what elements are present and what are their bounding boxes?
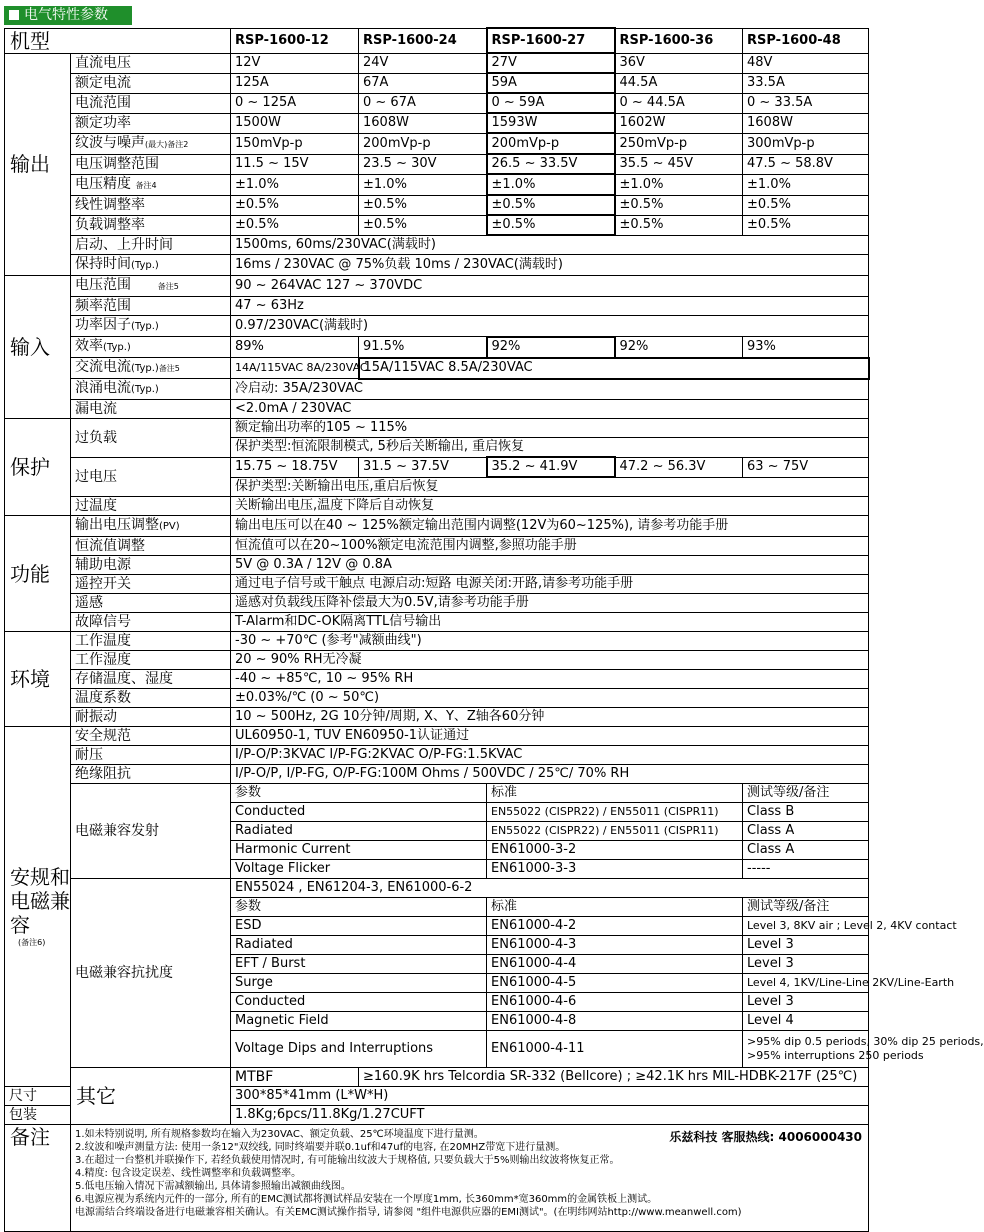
vtol-note: 备注4 (135, 180, 157, 190)
inrush-tag: (Typ.) (131, 384, 159, 395)
label-rated-power: 额定功率 (71, 113, 231, 133)
cell: ±0.5% (743, 215, 869, 235)
cell: ±0.5% (359, 195, 487, 215)
cell: 1593W (487, 113, 615, 133)
cell: 15.75 ~ 18.75V (231, 457, 359, 477)
label-ac (71, 358, 231, 379)
cell: EN61000-4-11 (487, 1031, 743, 1068)
cell: 31.5 ~ 37.5V (359, 457, 487, 477)
cell: 200mVp-p (487, 133, 615, 154)
hotline: 乐兹科技 客服热线: 4006000430 (669, 1130, 862, 1144)
section-other: 其它 (71, 1068, 231, 1125)
section-function: 功能 (5, 516, 71, 632)
cell: EN55022 (CISPR22) / EN55011 (CISPR11) (487, 822, 743, 841)
cell: ±0.5% (231, 195, 359, 215)
inrush-label: 浪涌电流 (75, 380, 131, 396)
label-vadj: 电压调整范围 (71, 154, 231, 174)
cell: EN55024 , EN61204-3, EN61000-6-2 (231, 879, 869, 898)
dips-line-1: >95% dip 0.5 periods, 30% dip 25 periods, (747, 1035, 984, 1048)
cell: ±0.5% (743, 195, 869, 215)
ripple-tag: (最大) (145, 139, 168, 149)
cell: Class B (743, 803, 869, 822)
cell: 91.5% (359, 337, 487, 358)
cell: 1500ms, 60ms/230VAC(满载时) (231, 235, 869, 255)
label-temp: 工作温度 (71, 632, 231, 651)
cell: EN61000-4-2 (487, 917, 743, 936)
cell: EN61000-3-2 (487, 841, 743, 860)
label-load-reg: 负载调整率 (71, 215, 231, 235)
cell: 1608W (359, 113, 487, 133)
emc-hdr: 参数 (231, 898, 487, 917)
cell: 27V (487, 53, 615, 73)
cell: ±0.5% (487, 195, 615, 215)
label-ems: 电磁兼容抗扰度 (71, 879, 231, 1068)
cell: EN61000-4-8 (487, 1012, 743, 1031)
cell: 92% (487, 337, 615, 358)
safety-title: 安规和电磁兼容 (10, 864, 70, 937)
ripple-label: 纹波与噪声 (75, 134, 145, 151)
cell: 16ms / 230VAC @ 75%负载 10ms / 230VAC(满载时) (231, 255, 869, 276)
vrange-label: 电压范围 (75, 277, 131, 293)
cell: ±1.0% (359, 174, 487, 195)
cell: 10 ~ 500Hz, 2G 10分钟/周期, X、Y、Z轴各60分钟 (231, 708, 869, 727)
pf-label: 功率因子 (75, 317, 131, 333)
ac-label: 交流电流 (75, 359, 131, 375)
cell: ±0.5% (231, 215, 359, 235)
cell: 保护类型:恒流限制模式, 5秒后关断输出, 重启恢复 (231, 438, 869, 458)
cell: 23.5 ~ 30V (359, 154, 487, 174)
cell: ±0.03%/℃ (0 ~ 50℃) (231, 689, 869, 708)
cell: 关断输出电压,温度下降后自动恢复 (231, 497, 869, 516)
cell: Surge (231, 974, 487, 993)
model-36: RSP-1600-36 (615, 28, 743, 53)
dips-line-2: >95% interruptions 250 periods (747, 1049, 924, 1062)
cell: 14A/115VAC 8A/230VAC (231, 358, 359, 379)
emc-hdr: 标准 (487, 898, 743, 917)
label-aux: 辅助电源 (71, 556, 231, 575)
cell: 恒流值可以在20~100%额定电流范围内调整,参照功能手册 (231, 537, 869, 556)
label-wv: 耐压 (71, 746, 231, 765)
section-env: 环境 (5, 632, 71, 727)
label-rs: 遥感 (71, 594, 231, 613)
cell: 36V (615, 53, 743, 73)
label-leak: 漏电流 (71, 400, 231, 419)
cell: EN61000-4-6 (487, 993, 743, 1012)
hold-tag: (Typ.) (131, 260, 159, 271)
cell: 0 ~ 59A (487, 93, 615, 113)
safety-note: (备注6) (18, 937, 46, 947)
eff-label: 效率 (75, 338, 103, 354)
section-header-title: 电气特性参数 (24, 7, 108, 23)
model-label: 机型 (5, 28, 231, 53)
label-eff (71, 337, 231, 358)
cell: 300*85*41mm (L*W*H) (231, 1087, 869, 1106)
cell: Radiated (231, 936, 487, 955)
cell: 12V (231, 53, 359, 73)
pf-tag: (Typ.) (131, 321, 159, 332)
cell (743, 1031, 984, 1068)
cell: Conducted (231, 993, 487, 1012)
eff-tag: (Typ.) (103, 342, 131, 353)
cell: EFT / Burst (231, 955, 487, 974)
label-line-reg: 线性调整率 (71, 195, 231, 215)
note-line: 6.电源应视为系统内元件的一部分, 所有的EMC测试都将测试样品安装在一个厚度1mm, 长360mm*宽360mm的金属铁板上测试。 (75, 1194, 658, 1205)
ripple-note: 备注2 (167, 139, 189, 149)
cell: Level 3 (743, 955, 869, 974)
cell: -40 ~ +85℃, 10 ~ 95% RH (231, 670, 869, 689)
cell: I/P-O/P:3KVAC I/P-FG:2KVAC O/P-FG:1.5KVAC (231, 746, 869, 765)
cell: 26.5 ~ 33.5V (487, 154, 615, 174)
label-pack: 包装 (5, 1106, 71, 1125)
label-vib: 耐振动 (71, 708, 231, 727)
cell: 15A/115VAC 8.5A/230VAC (359, 358, 869, 379)
cell: ±0.5% (615, 195, 743, 215)
cell: 遥感对负载线压降补偿最大为0.5V,请参考功能手册 (231, 594, 869, 613)
cell: 20 ~ 90% RH无冷凝 (231, 651, 869, 670)
vrange-note: 备注5 (157, 282, 179, 291)
note-line: 2.纹波和噪声测量方法: 使用一条12"双绞线, 同时终端要并联0.1uf和47uf的电容, 在20MHZ带宽下进行量测。 (75, 1142, 566, 1153)
cell: T-Alarm和DC-OK隔离TTL信号输出 (231, 613, 869, 632)
cell: 47.5 ~ 58.8V (743, 154, 869, 174)
model-48: RSP-1600-48 (743, 28, 869, 53)
vtol-label: 电压精度 (75, 175, 131, 192)
cell: 92% (615, 337, 743, 358)
cell: 1.8Kg;6pcs/11.8Kg/1.27CUFT (231, 1106, 869, 1125)
label-alarm: 故障信号 (71, 613, 231, 632)
label-rated-current: 额定电流 (71, 73, 231, 93)
cell: 67A (359, 73, 487, 93)
cell: 5V @ 0.3A / 12V @ 0.8A (231, 556, 869, 575)
cell: UL60950-1, TUV EN60950-1认证通过 (231, 727, 869, 746)
cell: 47 ~ 63Hz (231, 297, 869, 316)
cell: 1608W (743, 113, 869, 133)
label-freq: 频率范围 (71, 297, 231, 316)
cell: 90 ~ 264VAC 127 ~ 370VDC (231, 276, 869, 297)
cell: 47.2 ~ 56.3V (615, 457, 743, 477)
cell: 冷启动: 35A/230VAC (231, 379, 869, 400)
label-tc: 温度系数 (71, 689, 231, 708)
label-vtol (71, 174, 231, 195)
note-line: 1.如未特别说明, 所有规格参数均在输入为230VAC、额定负载、25℃环境温度下进行量测。 (75, 1129, 484, 1140)
ac-tag: (Typ.) (131, 363, 159, 374)
label-ot: 过温度 (71, 497, 231, 516)
label-pc: 恒流值调整 (71, 537, 231, 556)
label-mtbf: MTBF (231, 1068, 359, 1087)
cell: 93% (743, 337, 869, 358)
notes-cell (71, 1125, 869, 1232)
cell: 33.5A (743, 73, 869, 93)
cell: 0 ~ 44.5A (615, 93, 743, 113)
pv-tag: (PV) (159, 521, 180, 532)
emc-hdr: 测试等级/备注 (743, 784, 869, 803)
emc-hdr: 标准 (487, 784, 743, 803)
label-rc: 遥控开关 (71, 575, 231, 594)
cell: Level 4 (743, 1012, 869, 1031)
pv-label: 输出电压调整 (75, 517, 159, 533)
label-storage: 存储温度、湿度 (71, 670, 231, 689)
label-ol: 过负载 (71, 419, 231, 458)
cell: ±0.5% (615, 215, 743, 235)
cell: 通过电子信号或干触点 电源启动:短路 电源关闭:开路,请参考功能手册 (231, 575, 869, 594)
cell: 89% (231, 337, 359, 358)
cell: 150mVp-p (231, 133, 359, 154)
cell: EN61000-4-5 (487, 974, 743, 993)
cell: ESD (231, 917, 487, 936)
label-emi: 电磁兼容发射 (71, 784, 231, 879)
cell: 300mVp-p (743, 133, 869, 154)
model-12: RSP-1600-12 (231, 28, 359, 53)
cell: EN61000-3-3 (487, 860, 743, 879)
note-line: 电源需结合终端设备进行电磁兼容相关确认。有关EMC测试操作指导, 请参阅 "组件电源供应器的EMI测试"。(在明纬网站http://www.meanwell.com) (75, 1207, 742, 1218)
label-ripple (71, 133, 231, 154)
cell: EN61000-4-4 (487, 955, 743, 974)
cell: ±1.0% (615, 174, 743, 195)
cell: 35.5 ~ 45V (615, 154, 743, 174)
cell: ±1.0% (231, 174, 359, 195)
label-hum: 工作湿度 (71, 651, 231, 670)
cell: 200mVp-p (359, 133, 487, 154)
cell: 35.2 ~ 41.9V (487, 457, 615, 477)
cell: 0 ~ 67A (359, 93, 487, 113)
label-vrange (71, 276, 231, 297)
cell: EN55022 (CISPR22) / EN55011 (CISPR11) (487, 803, 743, 822)
label-iso: 绝缘阻抗 (71, 765, 231, 784)
emc-hdr: 测试等级/备注 (743, 898, 869, 917)
note-line: 5.低电压输入情况下需减额输出, 具体请参照输出减额曲线图。 (75, 1181, 351, 1192)
cell: ±1.0% (743, 174, 869, 195)
cell: 0 ~ 125A (231, 93, 359, 113)
cell: Magnetic Field (231, 1012, 487, 1031)
cell: ±1.0% (487, 174, 615, 195)
cell: 24V (359, 53, 487, 73)
cell: Class A (743, 822, 869, 841)
cell: 48V (743, 53, 869, 73)
label-pf (71, 316, 231, 337)
emc-hdr: 参数 (231, 784, 487, 803)
label-current-range: 电流范围 (71, 93, 231, 113)
section-input: 输入 (5, 276, 71, 419)
label-pv (71, 516, 231, 537)
cell: 44.5A (615, 73, 743, 93)
label-inrush (71, 379, 231, 400)
cell: 11.5 ~ 15V (231, 154, 359, 174)
label-ov: 过电压 (71, 457, 231, 497)
note-line: 4.精度: 包含设定误差、线性调整率和负载调整率。 (75, 1168, 302, 1179)
spec-table (4, 27, 984, 1232)
model-24: RSP-1600-24 (359, 28, 487, 53)
cell: Level 4, 1KV/Line-Line 2KV/Line-Earth (743, 974, 869, 993)
section-notes: 备注 (5, 1125, 71, 1232)
cell: 保护类型:关断输出电压,重启后恢复 (231, 477, 869, 497)
cell: Conducted (231, 803, 487, 822)
section-output: 输出 (5, 53, 71, 276)
cell: Level 3, 8KV air ; Level 2, 4KV contact (743, 917, 869, 936)
cell: 59A (487, 73, 615, 93)
model-27: RSP-1600-27 (487, 28, 615, 53)
cell: EN61000-4-3 (487, 936, 743, 955)
cell: 0 ~ 33.5A (743, 93, 869, 113)
cell: Level 3 (743, 936, 869, 955)
cell: ±0.5% (487, 215, 615, 235)
model-row (5, 28, 869, 53)
section-safety (5, 727, 71, 1087)
cell: -30 ~ +70℃ (参考"减额曲线") (231, 632, 869, 651)
cell: ≥160.9K hrs Telcordia SR-332 (Bellcore) ; ≥42.1K hrs MIL-HDBK-217F (25℃) (359, 1068, 869, 1087)
cell: 125A (231, 73, 359, 93)
cell: <2.0mA / 230VAC (231, 400, 869, 419)
cell: 250mVp-p (615, 133, 743, 154)
cell: Voltage Flicker (231, 860, 487, 879)
label-setup: 启动、上升时间 (71, 235, 231, 255)
cell: Harmonic Current (231, 841, 487, 860)
cell: ----- (743, 860, 869, 879)
cell: Level 3 (743, 993, 869, 1012)
cell: Class A (743, 841, 869, 860)
cell: Voltage Dips and Interruptions (231, 1031, 487, 1068)
cell: Radiated (231, 822, 487, 841)
hold-label: 保持时间 (75, 256, 131, 272)
ac-note: 备注5 (158, 364, 180, 373)
cell: 1500W (231, 113, 359, 133)
section-header (4, 6, 132, 25)
cell: 输出电压可以在40 ~ 125%额定输出范围内调整(12V为60~125%), 请参考功能手册 (231, 516, 869, 537)
cell: 0.97/230VAC(满载时) (231, 316, 869, 337)
section-protection: 保护 (5, 419, 71, 516)
square-icon (9, 10, 19, 20)
note-line: 3.在超过一台整机并联操作下, 若经负载使用情况时, 有可能输出纹波大于规格值, 只要负载大于5%则输出纹波将恢复正常。 (75, 1155, 620, 1166)
label-dc-voltage: 直流电压 (71, 53, 231, 73)
cell: ±0.5% (359, 215, 487, 235)
label-hold (71, 255, 231, 276)
cell: 额定输出功率的105 ~ 115% (231, 419, 869, 438)
cell: I/P-O/P, I/P-FG, O/P-FG:100M Ohms / 500VDC / 25℃/ 70% RH (231, 765, 869, 784)
cell: 63 ~ 75V (743, 457, 869, 477)
label-std: 安全规范 (71, 727, 231, 746)
label-dim: 尺寸 (5, 1087, 71, 1106)
cell: 1602W (615, 113, 743, 133)
